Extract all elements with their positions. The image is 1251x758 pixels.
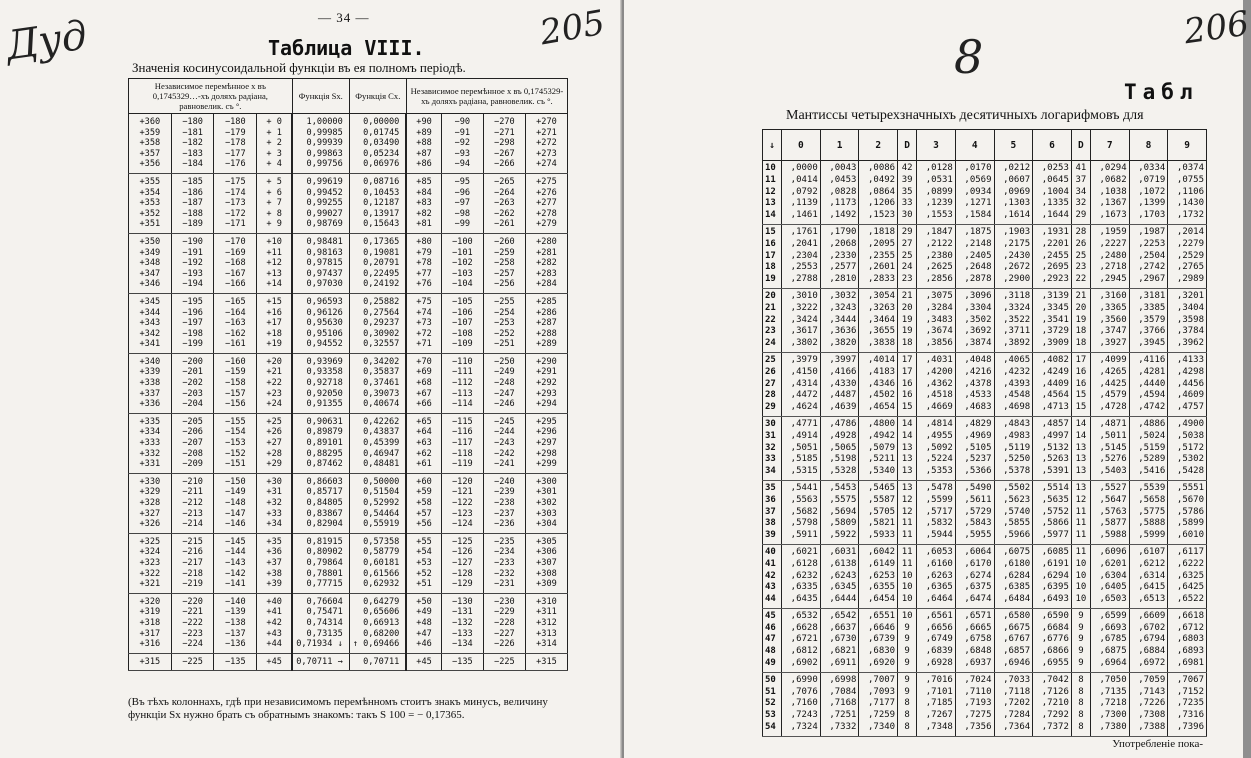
table-cell: 41 37 34 32 29 xyxy=(1071,161,1090,225)
table-cell: ,6031 ,6138 ,6243 ,6345 ,6444 xyxy=(820,544,859,608)
table-cell: ,3139 ,3345 ,3541 ,3729 ,3909 xyxy=(1033,288,1072,352)
table-cell: −165 −164 −163 −162 −161 xyxy=(214,293,257,353)
table-cell: +315 xyxy=(129,653,172,671)
table-cell: ,5514 ,5635 ,5752 ,5866 ,5977 xyxy=(1033,480,1072,544)
table-cell: 0,42262 0,43837 0,45399 0,46947 0,48481 xyxy=(349,413,406,473)
table-cell: +55 +54 +53 +52 +51 xyxy=(406,533,441,593)
column-header: 4 xyxy=(955,130,994,161)
table-cell: −265 −264 −263 −262 −261 xyxy=(483,173,525,233)
table-cell: ,1987 ,2253 ,2504 ,2742 ,2967 xyxy=(1129,224,1168,288)
table-cell: +65 +64 +63 +62 +61 xyxy=(406,413,441,473)
table-cell: 21 20 19 19 18 xyxy=(898,288,917,352)
table-cell: ,6590 ,6684 ,6776 ,6866 ,6955 xyxy=(1033,608,1072,672)
table-cell: ,0374 ,0755 ,1106 ,1430 ,1732 xyxy=(1168,161,1207,225)
table-cell: ,3032 ,3243 ,3444 ,3636 ,3820 xyxy=(820,288,859,352)
table-cell: 0,96593 0,96126 0,95630 0,95106 0,94552 xyxy=(292,293,349,353)
table-cell: ,5527 ,5647 ,5763 ,5877 ,5988 xyxy=(1090,480,1129,544)
table-cell: −155 −154 −153 −152 −151 xyxy=(214,413,257,473)
table-cell: +305 +306 +307 +308 +309 xyxy=(525,533,567,593)
table-row xyxy=(763,480,1207,544)
table-cell: ,0170 ,0569 ,0934 ,1271 ,1584 xyxy=(955,161,994,225)
table-cell: 0,50000 0,51504 0,52992 0,54464 0,55919 xyxy=(349,473,406,533)
table-cell: +335 +334 +333 +332 +331 xyxy=(129,413,172,473)
table-row xyxy=(129,173,568,233)
table-cell: 0,17365 0,19081 0,20791 0,22495 0,24192 xyxy=(349,233,406,293)
table-cell: 17 16 16 15 15 xyxy=(1071,352,1090,416)
table-cell: 9 9 9 9 9 xyxy=(1071,608,1090,672)
table-cell: −100 −101 −102 −103 −104 xyxy=(441,233,483,293)
table-cell: −105 −106 −107 −108 −109 xyxy=(441,293,483,353)
table-cell: 0,00000 0,01745 0,03490 0,05234 0,06976 xyxy=(349,114,406,174)
logarithm-table xyxy=(762,129,1207,737)
column-header: 5 xyxy=(994,130,1033,161)
table-cell: ,4116 ,4281 ,4440 ,4594 ,4742 xyxy=(1129,352,1168,416)
table-cell: ,0294 ,0682 ,1038 ,1367 ,1673 xyxy=(1090,161,1129,225)
header-cx: Функція Cx. xyxy=(349,79,406,114)
table-cell: ,4014 ,4183 ,4346 ,4502 ,4654 xyxy=(859,352,898,416)
table-cell: −95 −96 −97 −98 −99 xyxy=(441,173,483,233)
table-cell: ,5441 ,5563 ,5682 ,5798 ,5911 xyxy=(782,480,821,544)
table-cell: + 0 + 1 + 2 + 3 + 4 xyxy=(257,114,293,174)
table-cell: 0,57358 0,58779 0,60181 0,61566 0,62932 xyxy=(349,533,406,593)
table-cell: +50 +49 +48 +47 +46 xyxy=(406,593,441,653)
column-header: 8 xyxy=(1129,130,1168,161)
table-cell: ,5539 ,5658 ,5775 ,5888 ,5999 xyxy=(1129,480,1168,544)
table-row xyxy=(763,608,1207,672)
page-number: — 34 — xyxy=(318,10,370,25)
column-header: ↓ xyxy=(763,130,782,161)
table-cell: ,0212 ,0607 ,0969 ,1303 ,1614 xyxy=(994,161,1033,225)
table-cell: ,4829 ,4969 ,5105 ,5237 ,5366 xyxy=(955,416,994,480)
table-cell: 0,25882 0,27564 0,29237 0,30902 0,32557 xyxy=(349,293,406,353)
table-cell: +75 +74 +73 +72 +71 xyxy=(406,293,441,353)
table-cell: ,7007 ,7093 ,7177 ,7259 ,7340 xyxy=(859,672,898,736)
table-cell: ,4048 ,4216 ,4378 ,4533 ,4683 xyxy=(955,352,994,416)
table-cell: +15 +16 +17 +18 +19 xyxy=(257,293,293,353)
footnote: (Въ тѣхъ колоннахъ, гдѣ при независимомъ перемѣнномъ стоитъ знакъ минусъ, величину функціи Sx нужно брать съ обратнымъ знакомъ: такъ S 100 = − 0,17365. xyxy=(128,696,548,721)
table-cell: −200 −201 −202 −203 −204 xyxy=(171,353,214,413)
table-cell: 10 9 9 9 9 xyxy=(898,608,917,672)
table-cell: +80 +79 +78 +77 +76 xyxy=(406,233,441,293)
table-cell: −175 −174 −173 −172 −171 xyxy=(214,173,257,233)
table-row xyxy=(129,593,568,653)
table-cell: ,4099 ,4265 ,4425 ,4579 ,4728 xyxy=(1090,352,1129,416)
table-cell: +300 +301 +302 +303 +304 xyxy=(525,473,567,533)
table-cell: ,3997 ,4166 ,4330 ,4487 ,4639 xyxy=(820,352,859,416)
table-cell: ,3010 ,3222 ,3424 ,3617 ,3802 xyxy=(782,288,821,352)
table-cell: −255 −254 −253 −252 −251 xyxy=(483,293,525,353)
table-row xyxy=(763,672,1207,736)
table-cell: 1,00000 0,99985 0,99939 0,99863 0,99756 xyxy=(292,114,349,174)
table-row xyxy=(129,233,568,293)
table-cell: 28 26 25 23 22 xyxy=(1071,224,1090,288)
table-cell: + 5 + 6 + 7 + 8 + 9 xyxy=(257,173,293,233)
table-subtitle: Значенія косинусоидальной функціи въ ея полномъ періодѣ. xyxy=(132,60,466,75)
table-cell: ,5490 ,5611 ,5729 ,5843 ,5955 xyxy=(955,480,994,544)
table-cell: −115 −116 −117 −118 −119 xyxy=(441,413,483,473)
table-cell: 14 14 13 13 13 xyxy=(1071,416,1090,480)
table-cell: −250 −249 −248 −247 −246 xyxy=(483,353,525,413)
table-cell: ,1761 ,2041 ,2304 ,2553 ,2788 xyxy=(782,224,821,288)
table-cell: ,0253 ,0645 ,1004 ,1335 ,1644 xyxy=(1033,161,1072,225)
column-header: 2 xyxy=(859,130,898,161)
table-cell: 11 11 10 10 10 xyxy=(898,544,917,608)
table-cell: ,6561 ,6656 ,6749 ,6839 ,6928 xyxy=(917,608,956,672)
table-cell: −180 −181 −182 −183 −184 xyxy=(171,114,214,174)
table-cell: ,1931 ,2201 ,2455 ,2695 ,2923 xyxy=(1033,224,1072,288)
table-cell: +60 +59 +58 +57 +56 xyxy=(406,473,441,533)
table-cell: 0,81915 0,80902 0,79864 0,78801 0,77715 xyxy=(292,533,349,593)
table-cell: ,2014 ,2279 ,2529 ,2765 ,2989 xyxy=(1168,224,1207,288)
handwritten-page-number: 205 xyxy=(537,2,608,54)
table-row xyxy=(763,544,1207,608)
table-cell: +85 +84 +83 +82 +81 xyxy=(406,173,441,233)
table-cell: −120 −121 −122 −123 −124 xyxy=(441,473,483,533)
continuation-note: Употребленіе пока- xyxy=(1112,738,1203,750)
table-cell: ,3181 ,3385 ,3579 ,3766 ,3945 xyxy=(1129,288,1168,352)
table-cell: 17 17 16 16 15 xyxy=(898,352,917,416)
table-cell: −210 −211 −212 −213 −214 xyxy=(171,473,214,533)
table-cell: +320 +319 +318 +317 +316 xyxy=(129,593,172,653)
table-cell: −90 −91 −92 −93 −94 xyxy=(441,114,483,174)
table-cell: +10 +11 +12 +13 +14 xyxy=(257,233,293,293)
table-row xyxy=(763,352,1207,416)
handwritten-note: Дуд xyxy=(3,12,90,70)
table-cell: −145 −144 −143 −142 −141 xyxy=(214,533,257,593)
table-cell: ,4786 ,4928 ,5065 ,5198 ,5328 xyxy=(820,416,859,480)
table-cell: +285 +286 +287 +288 +289 xyxy=(525,293,567,353)
table-cell: ,6998 ,7084 ,7168 ,7251 ,7332 xyxy=(820,672,859,736)
table-cell: ,4031 ,4200 ,4362 ,4518 ,4669 xyxy=(917,352,956,416)
column-header: 7 xyxy=(1090,130,1129,161)
table-cell: +330 +329 +328 +327 +326 xyxy=(129,473,172,533)
table-cell: +35 +36 +37 +38 +39 xyxy=(257,533,293,593)
table-cell: ,6532 ,6628 ,6721 ,6812 ,6902 xyxy=(782,608,821,672)
table-cell: ,4886 ,5024 ,5159 ,5289 ,5416 xyxy=(1129,416,1168,480)
table-cell: +40 +41 +42 +43 +44 xyxy=(257,593,293,653)
table-cell: ,3160 ,3365 ,3560 ,3747 ,3927 xyxy=(1090,288,1129,352)
table-cell: +270 +271 +272 +273 +274 xyxy=(525,114,567,174)
table-cell: ,6096 ,6201 ,6304 ,6405 ,6503 xyxy=(1090,544,1129,608)
table-row xyxy=(763,288,1207,352)
table-cell: +315 xyxy=(525,653,567,671)
table-title: Таблица VIII. xyxy=(268,36,425,60)
table-cell: ,4857 ,4997 ,5132 ,5263 ,5391 xyxy=(1033,416,1072,480)
table-cell: ,4843 ,4983 ,5119 ,5250 ,5378 xyxy=(994,416,1033,480)
table-cell: ,4065 ,4232 ,4393 ,4548 ,4698 xyxy=(994,352,1033,416)
column-header: D xyxy=(1071,130,1090,161)
column-header: 6 xyxy=(1033,130,1072,161)
left-page xyxy=(0,0,622,758)
table-cell: +275 +276 +277 +278 +279 xyxy=(525,173,567,233)
table-cell: −270 −271 −298 −267 −266 xyxy=(483,114,525,174)
table-cell: ,6075 ,6180 ,6284 ,6385 ,6484 xyxy=(994,544,1033,608)
table-cell: 42 39 35 33 30 xyxy=(898,161,917,225)
table-subtitle: Мантиссы четырехзначныхъ десятичныхъ логарифмовъ для xyxy=(786,108,1144,123)
table-cell: 29 27 25 24 23 xyxy=(898,224,917,288)
table-cell: ,4082 ,4249 ,4409 ,4564 ,4713 xyxy=(1033,352,1072,416)
table-cell: ,4900 ,5038 ,5172 ,5302 ,5428 xyxy=(1168,416,1207,480)
table-cell: ,3054 ,3263 ,3464 ,3655 ,3838 xyxy=(859,288,898,352)
table-cell: 10 11 12 13 14 xyxy=(763,161,782,225)
table-cell: ,4871 ,5011 ,5145 ,5276 ,5403 xyxy=(1090,416,1129,480)
table-cell: −160 −159 −158 −157 −156 xyxy=(214,353,257,413)
table-cell: ,4800 ,4942 ,5079 ,5211 ,5340 xyxy=(859,416,898,480)
table-cell: +325 +324 +323 +322 +321 xyxy=(129,533,172,593)
table-cell: ,6618 ,6712 ,6803 ,6893 ,6981 xyxy=(1168,608,1207,672)
table-cell: ,6107 ,6212 ,6314 ,6415 ,6513 xyxy=(1129,544,1168,608)
table-row xyxy=(129,473,568,533)
table-cell: ,3201 ,3404 ,3598 ,3784 ,3962 xyxy=(1168,288,1207,352)
table-row xyxy=(129,114,568,174)
table-cell: ,3096 ,3304 ,3502 ,3692 ,3874 xyxy=(955,288,994,352)
table-cell: 30 31 32 33 34 xyxy=(763,416,782,480)
table-cell: 45 46 47 48 49 xyxy=(763,608,782,672)
table-cell: −110 −111 −112 −113 −114 xyxy=(441,353,483,413)
table-row xyxy=(129,293,568,353)
table-cell: ,3118 ,3324 ,3522 ,3711 ,3892 xyxy=(994,288,1033,352)
table-cell: ,1818 ,2095 ,2355 ,2601 ,2833 xyxy=(859,224,898,288)
table-cell: ,7016 ,7101 ,7185 ,7267 ,7348 xyxy=(917,672,956,736)
table-cell: −180 −179 −178 −177 −176 xyxy=(214,114,257,174)
table-cell: ,0128 ,0531 ,0899 ,1239 ,1553 xyxy=(917,161,956,225)
table-cell: 13 12 11 11 11 xyxy=(1071,480,1090,544)
table-cell: 8 8 8 8 8 xyxy=(1071,672,1090,736)
header-indep-left: Независимое перемѣнное x въ 0,1745329…-хъ доляхъ радіана, равновелик. съ °. xyxy=(129,79,293,114)
table-cell: −245 −244 −243 −242 −241 xyxy=(483,413,525,473)
table-cell: ,0086 ,0492 ,0864 ,1206 ,1523 xyxy=(859,161,898,225)
table-cell: −125 −126 −127 −128 −129 xyxy=(441,533,483,593)
table-cell: ,4133 ,4298 ,4456 ,4609 ,4757 xyxy=(1168,352,1207,416)
table-cell: −195 −196 −197 −198 −199 xyxy=(171,293,214,353)
column-header: D xyxy=(898,130,917,161)
table-cell: −135 xyxy=(441,653,483,671)
table-cell: −230 −229 −228 −227 −226 xyxy=(483,593,525,653)
table-cell: ,6599 ,6693 ,6785 ,6875 ,6964 xyxy=(1090,608,1129,672)
table-cell: 13 12 12 11 11 xyxy=(898,480,917,544)
table-cell: 14 14 13 13 13 xyxy=(898,416,917,480)
table-cell: ,7033 ,7118 ,7202 ,7284 ,7364 xyxy=(994,672,1033,736)
table-cell: ,6042 ,6149 ,6253 ,6355 ,6454 xyxy=(859,544,898,608)
table-cell: +290 +291 +292 +293 +294 xyxy=(525,353,567,413)
table-cell: +295 +296 +297 +298 +299 xyxy=(525,413,567,473)
table-cell: +280 +281 +282 +283 +284 xyxy=(525,233,567,293)
table-row xyxy=(129,533,568,593)
handwritten-page-mark: 8 xyxy=(954,30,984,84)
table-cell: ,6990 ,7076 ,7160 ,7243 ,7324 xyxy=(782,672,821,736)
table-cell: 0,99619 0,99452 0,99255 0,99027 0,98769 xyxy=(292,173,349,233)
table-cell: 0,64279 0,65606 0,66913 0,68200 ↑ 0,69466 xyxy=(349,593,406,653)
table-cell: ,5478 ,5599 ,5717 ,5832 ,5944 xyxy=(917,480,956,544)
table-cell: +340 +339 +338 +337 +336 xyxy=(129,353,172,413)
table-cell: ,7059 ,7143 ,7226 ,7308 ,7388 xyxy=(1129,672,1168,736)
table-cell: 0,93969 0,93358 0,92718 0,92050 0,91355 xyxy=(292,353,349,413)
handwritten-page-number: 206 xyxy=(1181,3,1251,53)
table-cell: 40 41 42 43 44 xyxy=(763,544,782,608)
table-cell: ,7042 ,7126 ,7210 ,7292 ,7372 xyxy=(1033,672,1072,736)
table-cell: −220 −221 −222 −223 −224 xyxy=(171,593,214,653)
table-cell: ,4771 ,4914 ,5051 ,5185 ,5315 xyxy=(782,416,821,480)
table-row xyxy=(763,161,1207,225)
table-cell: 21 20 19 18 18 xyxy=(1071,288,1090,352)
table-cell: 9 9 8 8 8 xyxy=(898,672,917,736)
table-cell: ,6542 ,6637 ,6730 ,6821 ,6911 xyxy=(820,608,859,672)
table-cell: +355 +354 +353 +352 +351 xyxy=(129,173,172,233)
table-cell: −225 xyxy=(171,653,214,671)
table-cell: +25 +26 +27 +28 +29 xyxy=(257,413,293,473)
table-cell: ,0043 ,0453 ,0828 ,1173 ,1492 xyxy=(820,161,859,225)
right-page xyxy=(624,0,1251,758)
table-cell: ,6580 ,6675 ,6767 ,6857 ,6946 xyxy=(994,608,1033,672)
table-cell: ,1959 ,2227 ,2480 ,2718 ,2945 xyxy=(1090,224,1129,288)
table-cell: 50 51 52 53 54 xyxy=(763,672,782,736)
table-cell: 0,70711 xyxy=(349,653,406,671)
table-cell: 20 21 22 23 24 xyxy=(763,288,782,352)
table-cell: ,0000 ,0414 ,0792 ,1139 ,1461 xyxy=(782,161,821,225)
table-cell: +30 +31 +32 +33 +34 xyxy=(257,473,293,533)
table-cell: 35 36 37 38 39 xyxy=(763,480,782,544)
cosine-table xyxy=(128,78,568,671)
table-cell: ,7024 ,7110 ,7193 ,7275 ,7356 xyxy=(955,672,994,736)
table-cell: ,6021 ,6128 ,6232 ,6335 ,6435 xyxy=(782,544,821,608)
table-cell: −150 −149 −148 −147 −146 xyxy=(214,473,257,533)
table-cell: 0,98481 0,98163 0,97815 0,97437 0,97030 xyxy=(292,233,349,293)
table-cell: −235 −234 −233 −232 −231 xyxy=(483,533,525,593)
table-cell: −185 −186 −187 −188 −189 xyxy=(171,173,214,233)
column-header: 9 xyxy=(1168,130,1207,161)
table-cell: +360 +359 +358 +357 +356 xyxy=(129,114,172,174)
table-cell: ,5465 ,5587 ,5705 ,5821 ,5933 xyxy=(859,480,898,544)
table-row xyxy=(763,416,1207,480)
table-cell: 0,76604 0,75471 0,74314 0,73135 0,71934 ↓ xyxy=(292,593,349,653)
table-cell: 15 16 17 18 19 xyxy=(763,224,782,288)
table-cell: +90 +89 +88 +87 +86 xyxy=(406,114,441,174)
column-header: 1 xyxy=(820,130,859,161)
table-cell: 0,86603 0,85717 0,84805 0,83867 0,82904 xyxy=(292,473,349,533)
table-cell: ,6571 ,6665 ,6758 ,6848 ,6937 xyxy=(955,608,994,672)
table-cell: 0,34202 0,35837 0,37461 0,39073 0,40674 xyxy=(349,353,406,413)
column-header: 3 xyxy=(917,130,956,161)
table-cell: ,1875 ,2148 ,2405 ,2648 ,2878 xyxy=(955,224,994,288)
table-cell: 0,90631 0,89879 0,89101 0,88295 0,87462 xyxy=(292,413,349,473)
table-cell: +345 +344 +343 +342 +341 xyxy=(129,293,172,353)
header-indep-right: Независимое перемѣнное x въ 0,1745329-хъ доляхъ радіана, равновелик. съ °. xyxy=(406,79,567,114)
table-cell: ,0334 ,0719 ,1072 ,1399 ,1703 xyxy=(1129,161,1168,225)
table-cell: +350 +349 +348 +347 +346 xyxy=(129,233,172,293)
table-cell: ,1847 ,2122 ,2380 ,2625 ,2856 xyxy=(917,224,956,288)
table-cell: 0,08716 0,10453 0,12187 0,13917 0,15643 xyxy=(349,173,406,233)
table-cell: ,7067 ,7152 ,7235 ,7316 ,7396 xyxy=(1168,672,1207,736)
table-cell: ,4814 ,4955 ,5092 ,5224 ,5353 xyxy=(917,416,956,480)
table-cell: −215 −216 −217 −218 −219 xyxy=(171,533,214,593)
table-cell: +20 +21 +22 +23 +24 xyxy=(257,353,293,413)
table-row xyxy=(129,353,568,413)
table-cell: ,7050 ,7135 ,7218 ,7300 ,7380 xyxy=(1090,672,1129,736)
table-cell: 25 26 27 28 29 xyxy=(763,352,782,416)
table-cell: ,5502 ,5623 ,5740 ,5855 ,5966 xyxy=(994,480,1033,544)
table-row xyxy=(763,224,1207,288)
table-cell: −260 −259 −258 −257 −256 xyxy=(483,233,525,293)
table-title: Табл xyxy=(1124,80,1199,104)
table-cell: ,6064 ,6170 ,6274 ,6375 ,6474 xyxy=(955,544,994,608)
table-row xyxy=(129,413,568,473)
table-cell: ,3979 ,4150 ,4314 ,4472 ,4624 xyxy=(782,352,821,416)
table-row xyxy=(129,653,568,671)
column-header: 0 xyxy=(782,130,821,161)
table-cell: −135 xyxy=(214,653,257,671)
table-cell: −205 −206 −207 −208 −209 xyxy=(171,413,214,473)
table-cell: ,6053 ,6160 ,6263 ,6365 ,6464 xyxy=(917,544,956,608)
table-cell: 0,70711 → xyxy=(292,653,349,671)
table-cell: +45 xyxy=(257,653,293,671)
table-cell: −130 −131 −132 −133 −134 xyxy=(441,593,483,653)
table-cell: +310 +311 +312 +313 +314 xyxy=(525,593,567,653)
table-cell: ,1790 ,2068 ,2330 ,2577 ,2810 xyxy=(820,224,859,288)
table-cell: ,6551 ,6646 ,6739 ,6830 ,6920 xyxy=(859,608,898,672)
table-cell: −225 xyxy=(483,653,525,671)
table-cell: ,6609 ,6702 ,6794 ,6884 ,6972 xyxy=(1129,608,1168,672)
table-cell: +70 +69 +68 +67 +66 xyxy=(406,353,441,413)
table-cell: −240 −239 −238 −237 −236 xyxy=(483,473,525,533)
table-cell: ,6085 ,6191 ,6294 ,6395 ,6493 xyxy=(1033,544,1072,608)
table-cell: −140 −139 −138 −137 −136 xyxy=(214,593,257,653)
header-sx: Функція Sx. xyxy=(292,79,349,114)
table-cell: ,3075 ,3284 ,3483 ,3674 ,3856 xyxy=(917,288,956,352)
table-cell: 11 10 10 10 10 xyxy=(1071,544,1090,608)
table-cell: −170 −169 −168 −167 −166 xyxy=(214,233,257,293)
table-cell: ,5551 ,5670 ,5786 ,5899 ,6010 xyxy=(1168,480,1207,544)
table-cell: −190 −191 −192 −193 −194 xyxy=(171,233,214,293)
table-cell: ,1903 ,2175 ,2430 ,2672 ,2900 xyxy=(994,224,1033,288)
table-cell: +45 xyxy=(406,653,441,671)
table-cell: ,5453 ,5575 ,5694 ,5809 ,5922 xyxy=(820,480,859,544)
table-cell: ,6117 ,6222 ,6325 ,6425 ,6522 xyxy=(1168,544,1207,608)
